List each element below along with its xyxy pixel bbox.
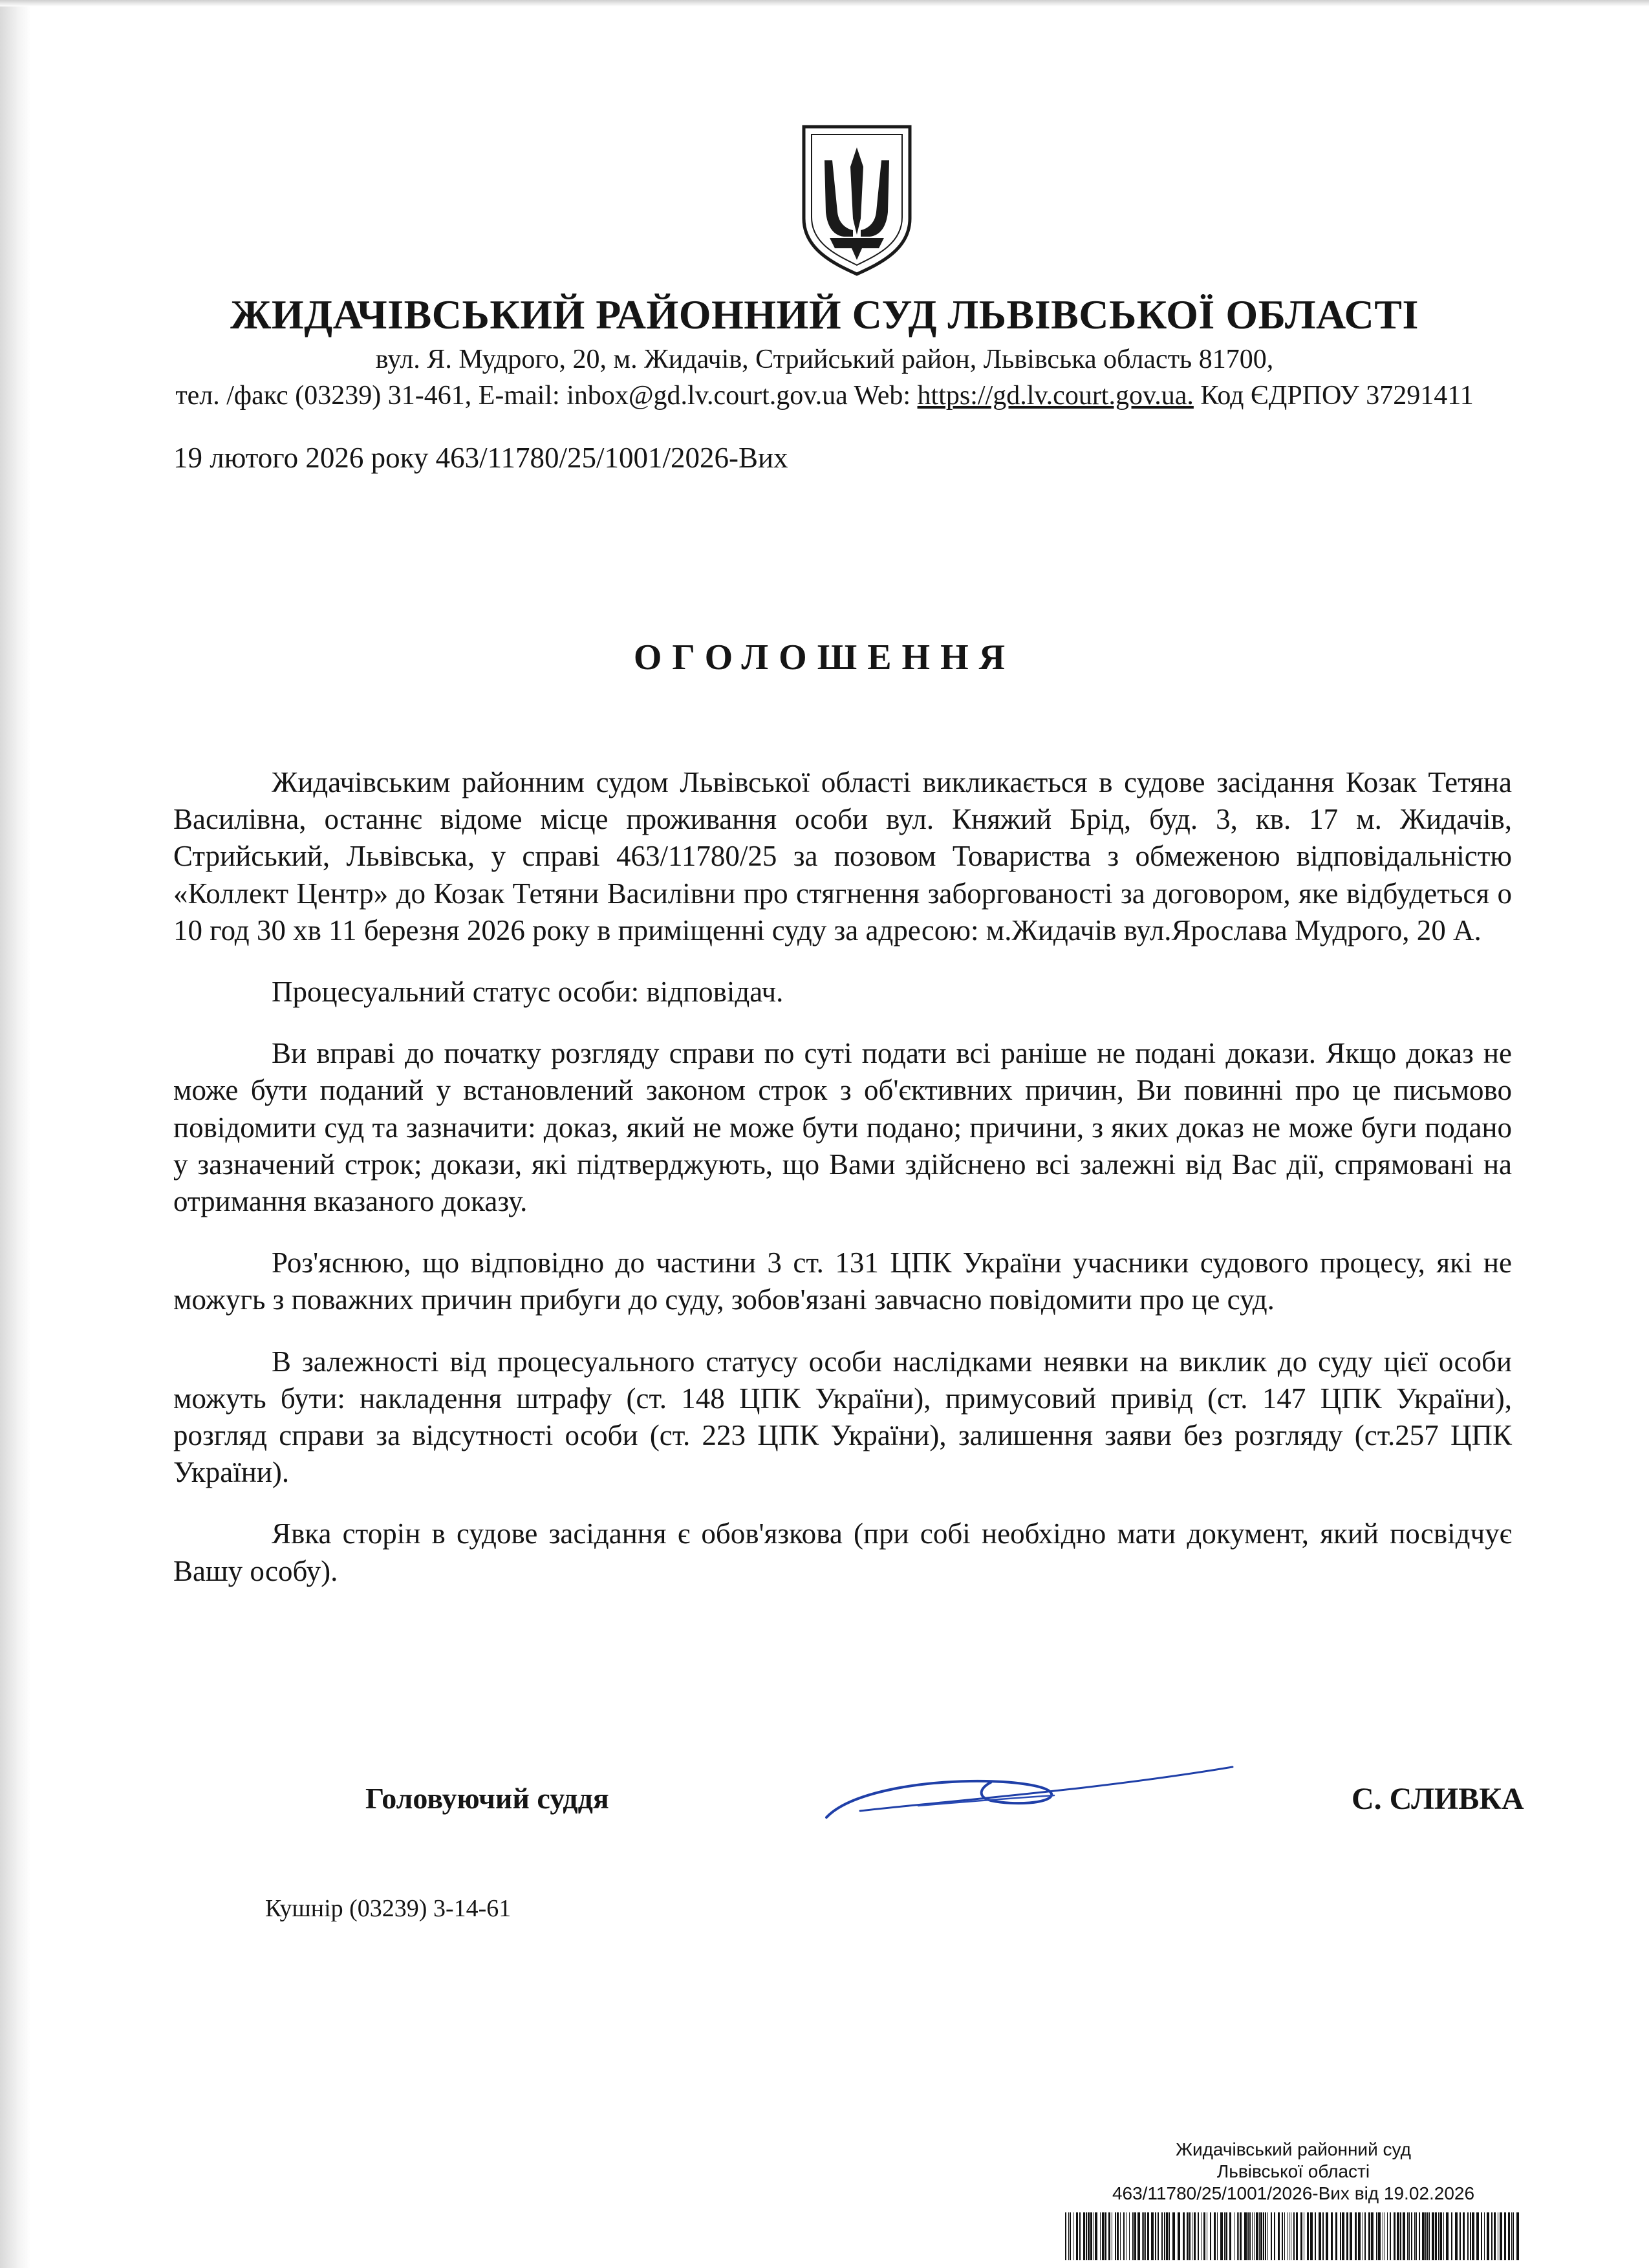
court-web-link[interactable]: https://gd.lv.court.gov.ua. (917, 381, 1194, 411)
barcode-icon (1064, 2212, 1523, 2260)
presiding-judge-label: Головуючий суддя (365, 1782, 609, 1815)
registration-line-2: Львівської області (1216, 2161, 1370, 2181)
judge-name: С. СЛИВКА (1352, 1782, 1524, 1816)
scan-shadow-top (0, 0, 1649, 6)
paragraph-evidence: Ви вправі до початку розгляду справи по суті подати всі раніше не подані докази. Якщо доказ не може бути поданий у встановлений законом строк з об'єктивних причин, Ви повинні про це письмово повідомити суд та зазначити: доказ, який не може бути подано; причини, з яких доказ не може буги подано у зазначений строк; докази, які підтверджують, що Вами здійснено всі залежні від Вас дії, спрямовані на отримання вказаного доказу. (173, 1037, 1512, 1218)
announcement-body (173, 764, 1512, 1614)
document-title: ОГОЛОШЕННЯ (633, 637, 1016, 678)
scan-shadow-left (0, 0, 31, 2268)
registration-line-3: 463/11780/25/1001/2026-Вих від 19.02.2026 (1112, 2183, 1475, 2203)
paragraph-attendance: Явка сторін в судове засідання є обов'язкова (при собі необхідно мати документ, який посвідчує Вашу особу). (173, 1517, 1512, 1587)
registration-line-1: Жидачівський районний суд (1176, 2139, 1411, 2159)
outgoing-number: 19 лютого 2026 року 463/11780/25/1001/2026-Вих (173, 442, 788, 474)
ukraine-trident-emblem-icon (799, 122, 915, 277)
registration-stamp (1061, 2139, 1526, 2205)
court-address: вул. Я. Мудрого, 20, м. Жидачів, Стрийський район, Львівська область 81700, (375, 345, 1274, 374)
paragraph-status: Процесуальний статус особи: відповідач. (272, 976, 784, 1009)
contacts-suffix: Код ЄДРПОУ 37291411 (1193, 381, 1474, 411)
contacts-prefix: тел. /факс (03239) 31-461, E-mail: inbox@gd.lv.court.gov.ua Web: (175, 381, 918, 411)
court-name: ЖИДАЧІВСЬКИЙ РАЙОННИЙ СУД ЛЬВІВСЬКОЇ ОБЛАСТІ (230, 292, 1419, 337)
handwritten-signature-icon (821, 1755, 1235, 1826)
paragraph-consequences: В залежності від процесуального статусу особи наслідками неявки на виклик до суду цієї особи можуть бути: накладення штрафу (ст. 148 ЦПК України), примусовий привід (ст. 147 ЦПК України), розгляд справи за відсутності особи (ст. 223 ЦПК України), залишення заяви без розгляду (ст.257 ЦПК України). (173, 1345, 1512, 1489)
paragraph-summons: Жидачівським районним судом Львівської області викликається в судове засідання Козак Тетяна Василівна, останнє відоме місце проживання особи вул. Княжий Брід, буд. 3, кв. 17 м. Жидачів, Стрийський, Львівська, у справі 463/11780/25 за позовом Товариства з обмеженою відповідальністю «Коллект Центр» до Козак Тетяни Василівни про стягнення заборгованості за договором, яке відбудеться о 10 год 30 хв 11 березня 2026 року в приміщенні суду за адресою: м.Жидачів вул.Ярослава Мудрого, 20 А. (173, 766, 1512, 947)
executor-contact: Кушнір (03239) 3-14-61 (265, 1895, 512, 1922)
paragraph-notice-duty: Роз'яснюю, що відповідно до частини 3 ст. 131 ЦПК України учасники судового процесу, які не можугь з поважних причин прибуги до суду, зобов'язані завчасно повідомити про це суд. (173, 1246, 1512, 1316)
court-contacts (129, 380, 1520, 411)
